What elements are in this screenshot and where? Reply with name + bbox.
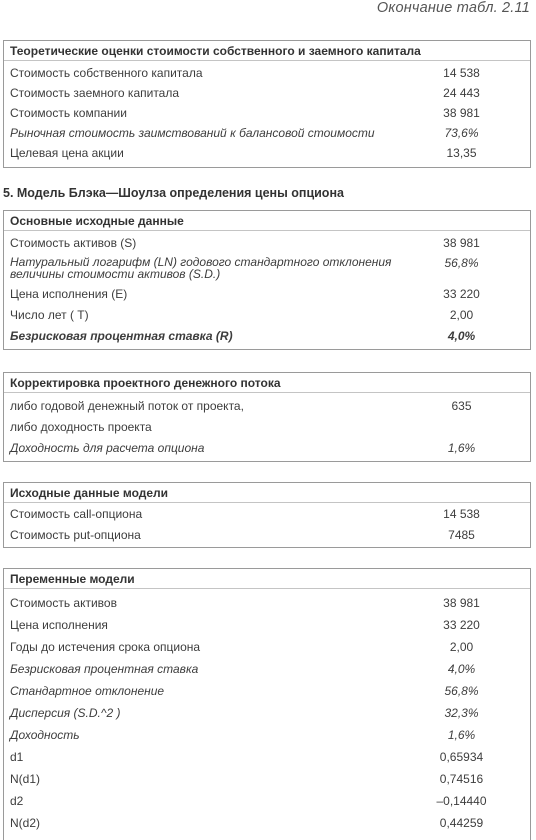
table-title: Корректировка проектного денежного потока [4,373,530,393]
row-label: Безрисковая процентная ставка (R) [10,329,233,343]
row-label: Стоимость собственного капитала [10,66,203,80]
table-row [4,743,530,765]
main-input-data-table [3,210,531,350]
row-label: либо доходность проекта [10,420,152,434]
row-value: 0,65934 [439,750,484,764]
row-value: 73,6% [444,126,479,140]
table-row [4,699,530,721]
table-row [4,809,530,831]
row-value: 0,44259 [439,816,484,830]
table-row [4,61,530,81]
table-row [4,327,530,348]
table-row [4,121,530,141]
table-row [4,589,530,611]
row-label: Стоимость активов [10,596,117,610]
row-value: 13,35 [446,146,477,160]
row-value: 38 981 [443,106,480,120]
row-label: Доходность [10,728,80,742]
row-value: 56,8% [444,256,479,270]
table-row [4,524,530,545]
table-title: Переменные модели [4,569,530,589]
row-label: Число лет ( T) [10,308,89,322]
row-value: –0,14440 [436,794,487,808]
table-row [4,655,530,677]
table-title: Основные исходные данные [4,211,530,231]
table-row [4,633,530,655]
row-label: Стоимость заемного капитала [10,86,180,100]
model-variables-table [3,568,531,840]
row-label: Безрисковая процентная ставка [10,662,199,676]
row-label: Стандартное отклонение [10,684,165,698]
row-label: либо годовой денежный поток от проекта, [10,399,244,413]
row-label: Дисперсия (S.D.^2 ) [10,706,121,720]
row-value: 33 220 [443,618,480,632]
table-row [4,393,530,415]
cash-flow-adjustment-table [3,372,531,462]
row-label: Целевая цена акции [10,146,124,160]
row-label: Доходность для расчета опциона [10,441,205,455]
row-label: Цена исполнения [10,618,108,632]
table-row [4,141,530,161]
row-value: 32,3% [444,706,479,720]
row-value: 4,0% [447,329,476,343]
row-label: Рыночная стоимость заимствований к балансовой стоимости [10,126,375,140]
table-row [4,285,530,306]
row-value: 1,6% [447,441,476,455]
row-label: Стоимость активов (S) [10,236,137,250]
table-row [4,306,530,327]
table-row [4,721,530,743]
row-value: 2,00 [449,308,474,322]
row-value: 7485 [448,528,475,542]
table-title: Исходные данные модели [4,483,530,503]
row-value: 38 981 [443,596,480,610]
row-label: Цена исполнения (E) [10,287,128,301]
theoretical-estimates-table [3,40,531,168]
table-row [4,81,530,101]
table-row [4,101,530,121]
table-continuation-header: Окончание табл. 2.11 [376,0,530,16]
table-title: Теоретические оценки стоимости собственного и заемного капитала [4,41,530,61]
row-label: N(d1) [10,772,41,786]
table-row [4,611,530,633]
row-label: Стоимость компании [10,106,127,120]
row-value: 14 538 [443,66,480,80]
table-row [4,252,530,285]
table-row [4,765,530,787]
table-row [4,503,530,524]
row-value: 1,6% [447,728,476,742]
row-label: Годы до истечения срока опциона [10,640,201,654]
row-value: 635 [451,399,472,413]
table-row [4,436,530,457]
row-value: 33 220 [443,287,480,301]
model-input-table [3,482,531,548]
table-row [4,677,530,699]
row-value: 4,0% [447,662,476,676]
row-label: Стоимость call-опциона [10,507,143,521]
table-row [4,415,530,436]
row-label: d1 [10,750,24,764]
row-value: 24 443 [443,86,480,100]
table-row [4,231,530,252]
row-label: d2 [10,794,24,808]
row-value: 2,00 [449,640,474,654]
row-value: 38 981 [443,236,480,250]
row-label: Натуральный логарифм (LN) годового стандартного отклонения величины стоимости активов (S.D.) [10,255,392,281]
row-label: Стоимость put-опциона [10,528,141,542]
row-value: 14 538 [443,507,480,521]
table-row [4,787,530,809]
row-label: N(d2) [10,816,41,830]
row-value: 56,8% [444,684,479,698]
section-heading: 5. Модель Блэка—Шоулза определения цены опциона [3,186,344,200]
row-value: 0,74516 [439,772,484,786]
